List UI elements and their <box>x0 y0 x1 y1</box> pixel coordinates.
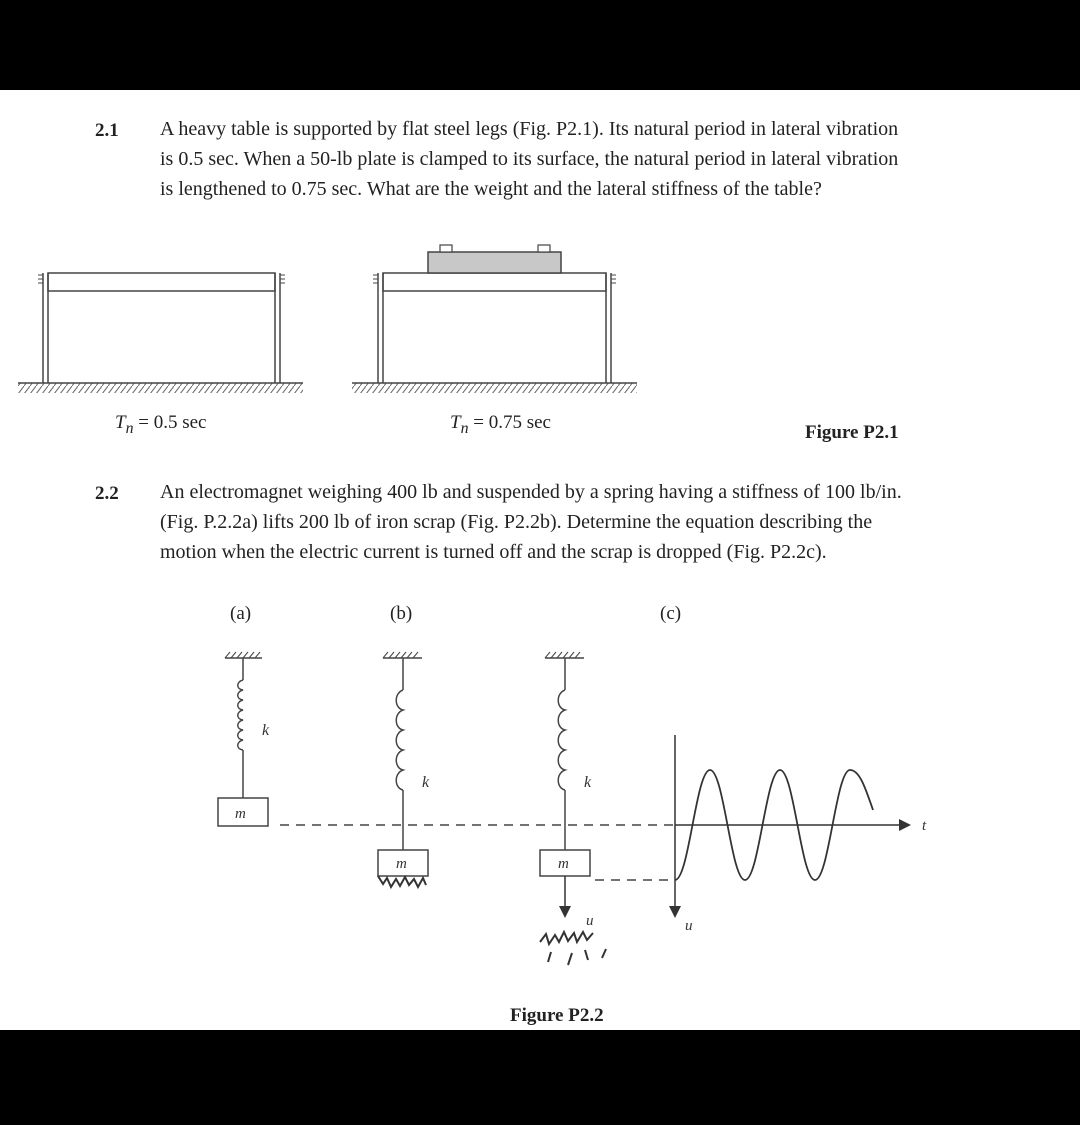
text-line: An electromagnet weighing 400 lb and suspended by a spring having a stiffness of 100 lb/in. <box>160 481 902 503</box>
text-line: is lengthened to 0.75 sec. What are the weight and the lateral stiffness of the table? <box>160 178 822 200</box>
falling-scrap <box>540 932 606 965</box>
text-line: motion when the electric current is turned off and the scrap is dropped (Fig. P2.2c). <box>160 541 827 563</box>
displacement-label: u <box>586 913 594 929</box>
system-b <box>378 652 430 887</box>
problem-number: 2.1 <box>95 120 119 141</box>
u-axis-label: u <box>685 918 693 934</box>
iron-scrap <box>378 876 426 887</box>
t-axis-label: t <box>922 818 927 834</box>
period-label-left: $T_n = 0.5$ sec <box>115 412 207 437</box>
system-a <box>218 652 270 826</box>
spring <box>396 690 403 790</box>
text-line: (Fig. P.2.2a) lifts 200 lb of iron scrap (Fig. P2.2b). Determine the equation describing the <box>160 511 873 533</box>
period-label-right: $T_n = 0.75$ sec <box>450 412 551 437</box>
panel-label-a: (a) <box>230 603 252 624</box>
spring <box>558 690 565 790</box>
text-line: A heavy table is supported by flat steel legs (Fig. P2.1). Its natural period in lateral vibration <box>160 118 899 140</box>
spring-label: k <box>262 722 270 739</box>
textbook-page <box>0 90 1080 1030</box>
mass-label: m <box>235 806 246 822</box>
panel-label-b: (b) <box>390 603 413 624</box>
spring-label: k <box>584 774 592 791</box>
text-line: is 0.5 sec. When a 50-lb plate is clamped to its surface, the natural period in lateral vibration <box>160 148 899 170</box>
spring-label: k <box>422 774 430 791</box>
mass-label: m <box>558 856 569 872</box>
system-c <box>540 652 606 965</box>
figure-caption: Figure P2.1 <box>805 422 899 443</box>
problem-number: 2.2 <box>95 483 119 504</box>
figure-caption: Figure P2.2 <box>510 1005 604 1026</box>
spring <box>238 680 243 750</box>
panel-label-c: (c) <box>660 603 682 624</box>
figure-p2-2-drawing <box>0 90 1080 1030</box>
mass-label: m <box>396 856 407 872</box>
